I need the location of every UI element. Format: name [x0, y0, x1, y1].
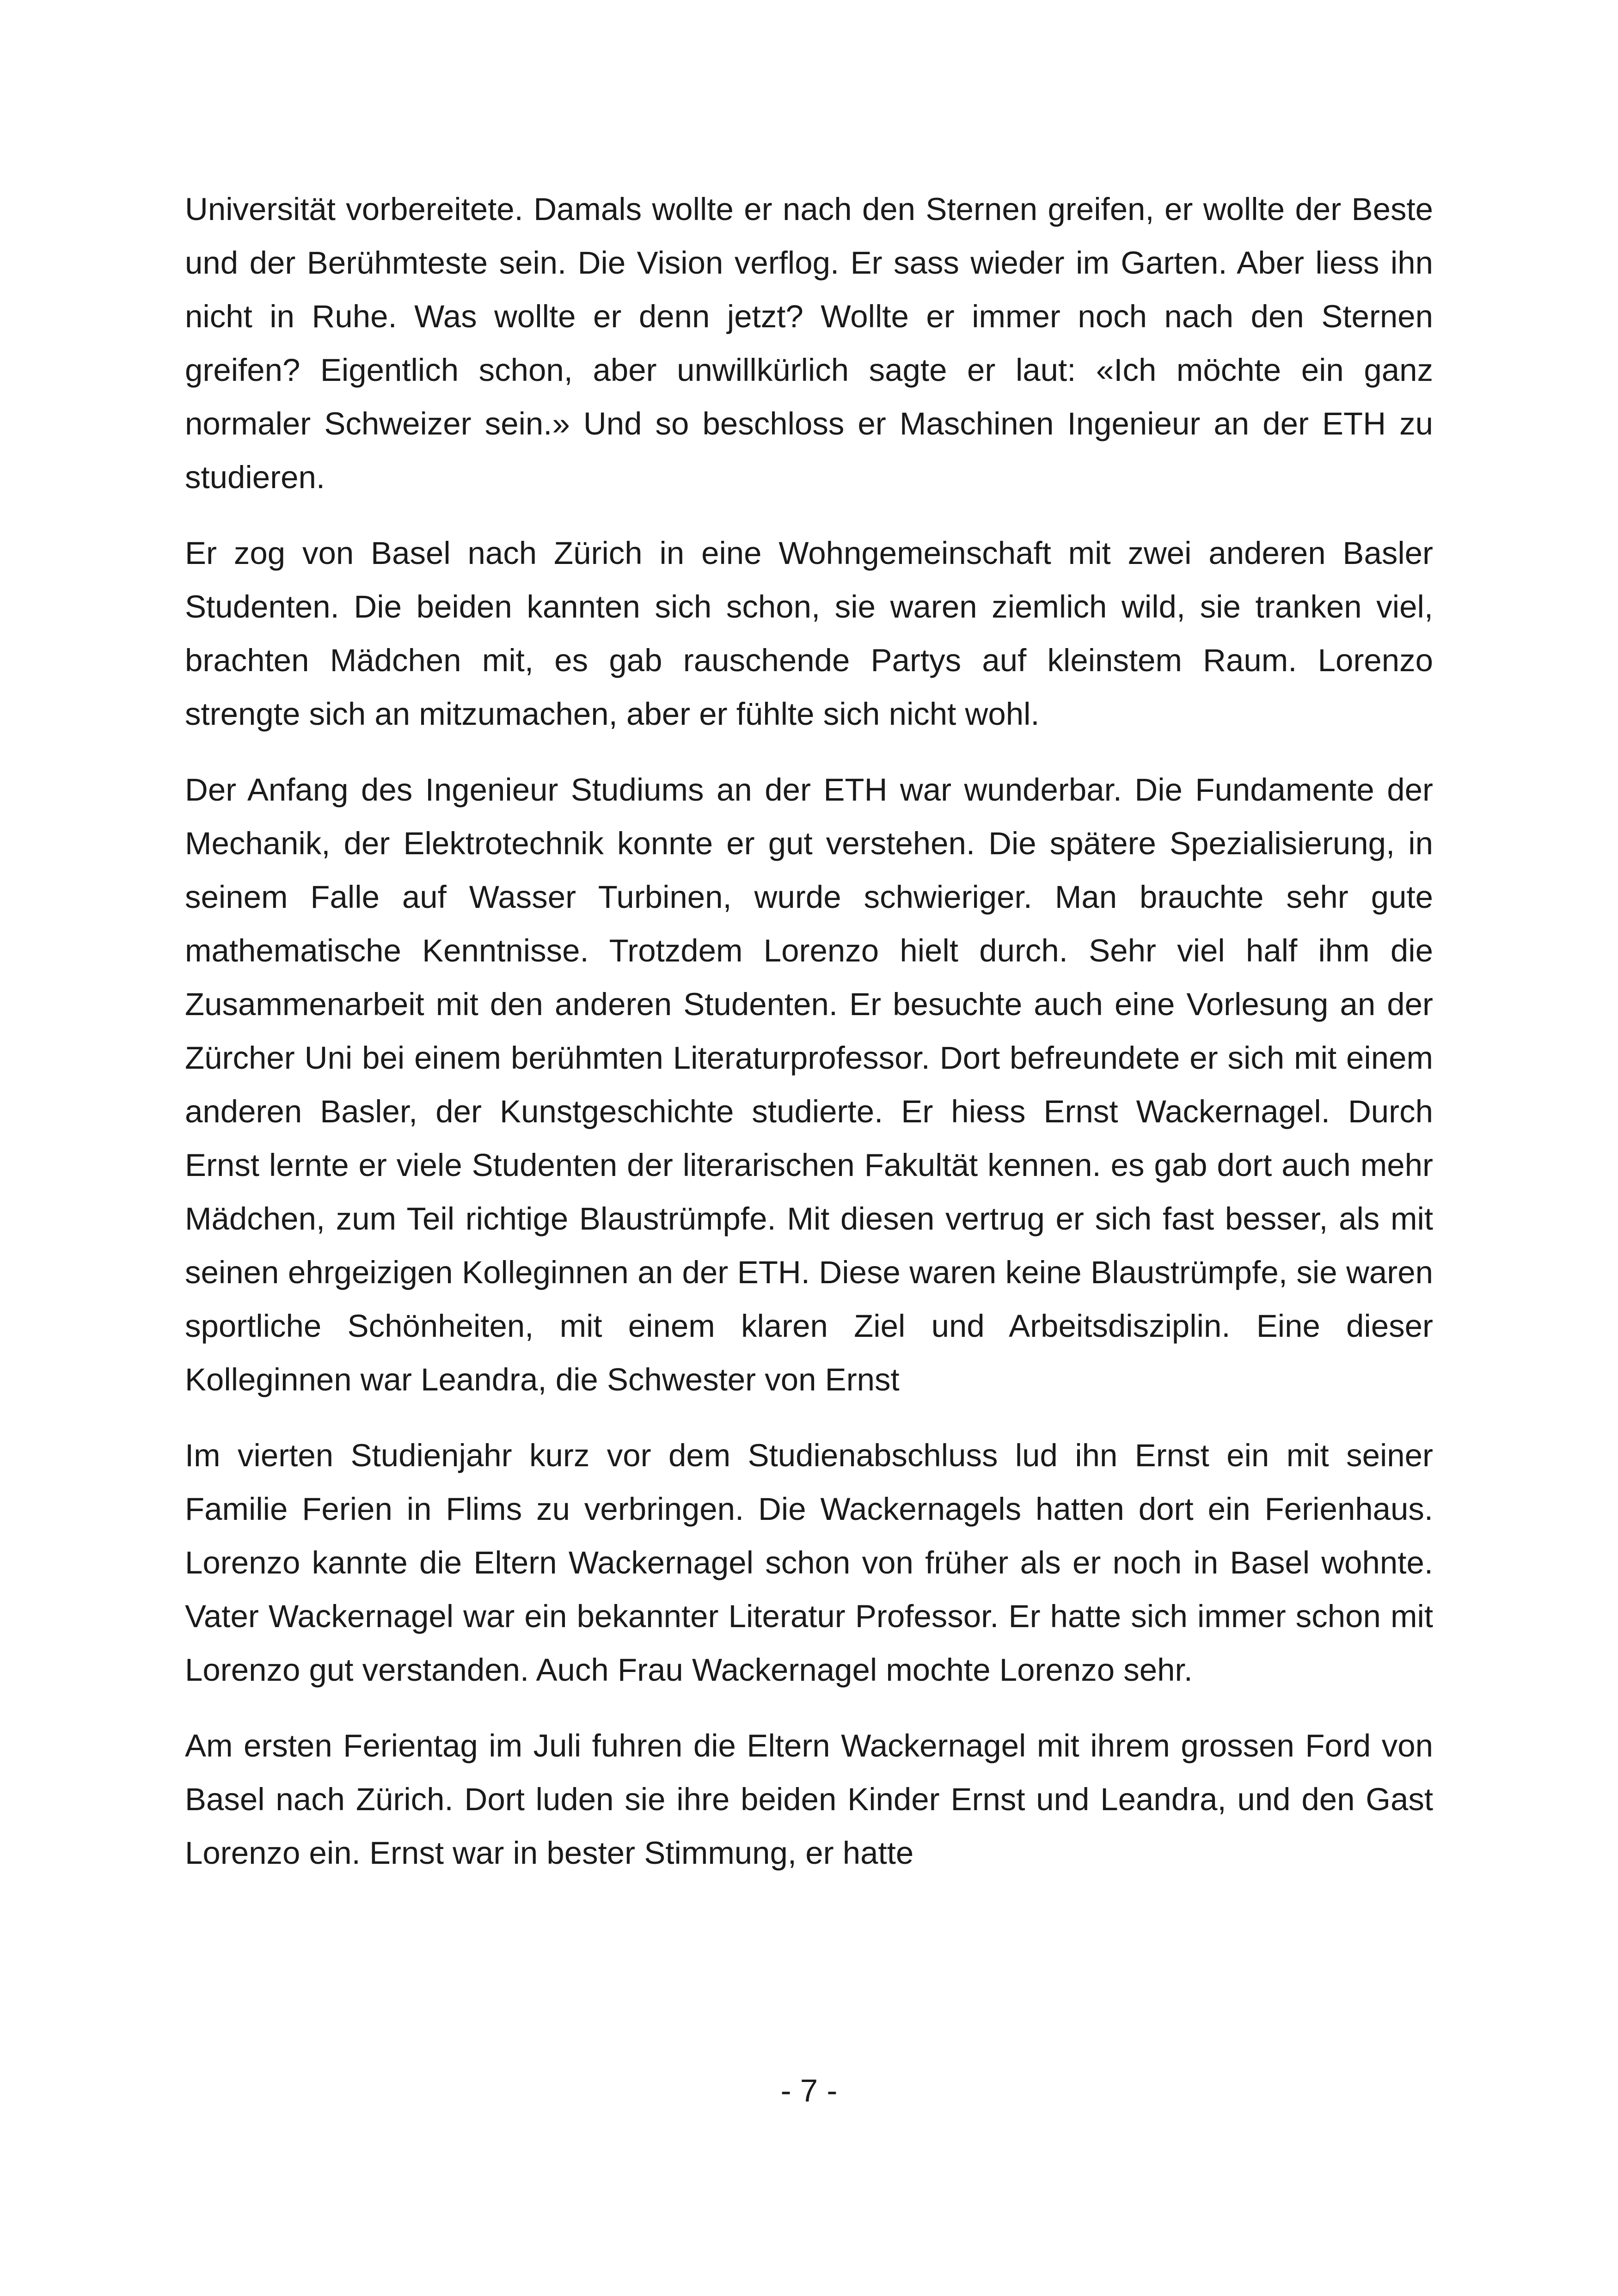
paragraph-2: Er zog von Basel nach Zürich in eine Wohngemeinschaft mit zwei anderen Basler Studenten. Die beiden kannten sich schon, sie waren ziemlich wild, sie tranken viel, brachten Mädchen mit, es gab rauschende Partys auf kleinstem Raum. Lorenzo strengte sich an mitzumachen, aber er fühlte sich nicht wohl. [185, 535, 1433, 732]
paragraph-4: Im vierten Studienjahr kurz vor dem Studienabschluss lud ihn Ernst ein mit seiner Familie Ferien in Flims zu verbringen. Die Wackernagels hatten dort ein Ferienhaus. Lorenzo kannte die Eltern Wackernagel schon von früher als er noch in Basel wohnte. Vater Wackernagel war ein bekannter Literatur Professor. Er hatte sich immer schon mit Lorenzo gut verstanden. Auch Frau Wackernagel mochte Lorenzo sehr. [185, 1438, 1433, 1688]
paragraph-5: Am ersten Ferientag im Juli fuhren die Eltern Wackernagel mit ihrem grossen Ford von Basel nach Zürich. Dort luden sie ihre beiden Kinder Ernst und Leandra, und den Gast Lorenzo ein. Ernst war in bester Stimmung, er hatte [185, 1728, 1433, 1871]
paragraph-1: Universität vorbereitete. Damals wollte er nach den Sternen greifen, er wollte der Beste und der Berühmteste sein. Die Vision verflog. Er sass wieder im Garten. Aber liess ihn nicht in Ruhe. Was wollte er denn jetzt? Wollte er immer noch nach den Sternen greifen? Eigentlich schon, aber unwillkürlich sagte er laut: «Ich möchte ein ganz normaler Schweizer sein.» Und so beschloss er Maschinen Ingenieur an der ETH zu studieren. [185, 191, 1433, 495]
page-number: - 7 - [780, 2073, 838, 2108]
body-text [185, 183, 1433, 1902]
paragraph-3: Der Anfang des Ingenieur Studiums an der ETH war wunderbar. Die Fundamente der Mechanik, der Elektrotechnik konnte er gut verstehen. Die spätere Spezialisierung, in seinem Falle auf Wasser Turbinen, wurde schwieriger. Man brauchte sehr gute mathematische Kenntnisse. Trotzdem Lorenzo hielt durch. Sehr viel half ihm die Zusammenarbeit mit den anderen Studenten. Er besuchte auch eine Vorlesung an der Zürcher Uni bei einem berühmten Literaturprofessor. Dort befreundete er sich mit einem anderen Basler, der Kunstgeschichte studierte. Er hiess Ernst Wackernagel. Durch Ernst lernte er viele Studenten der literarischen Fakultät kennen. es gab dort auch mehr Mädchen, zum Teil richtige Blaustrümpfe. Mit diesen vertrug er sich fast besser, als mit seinen ehrgeizigen Kolleginnen an der ETH. Diese waren keine Blaustrümpfe, sie waren sportliche Schönheiten, mit einem klaren Ziel und Arbeitsdisziplin. Eine dieser Kolleginnen war Leandra, die Schwester von Ernst [185, 772, 1433, 1397]
